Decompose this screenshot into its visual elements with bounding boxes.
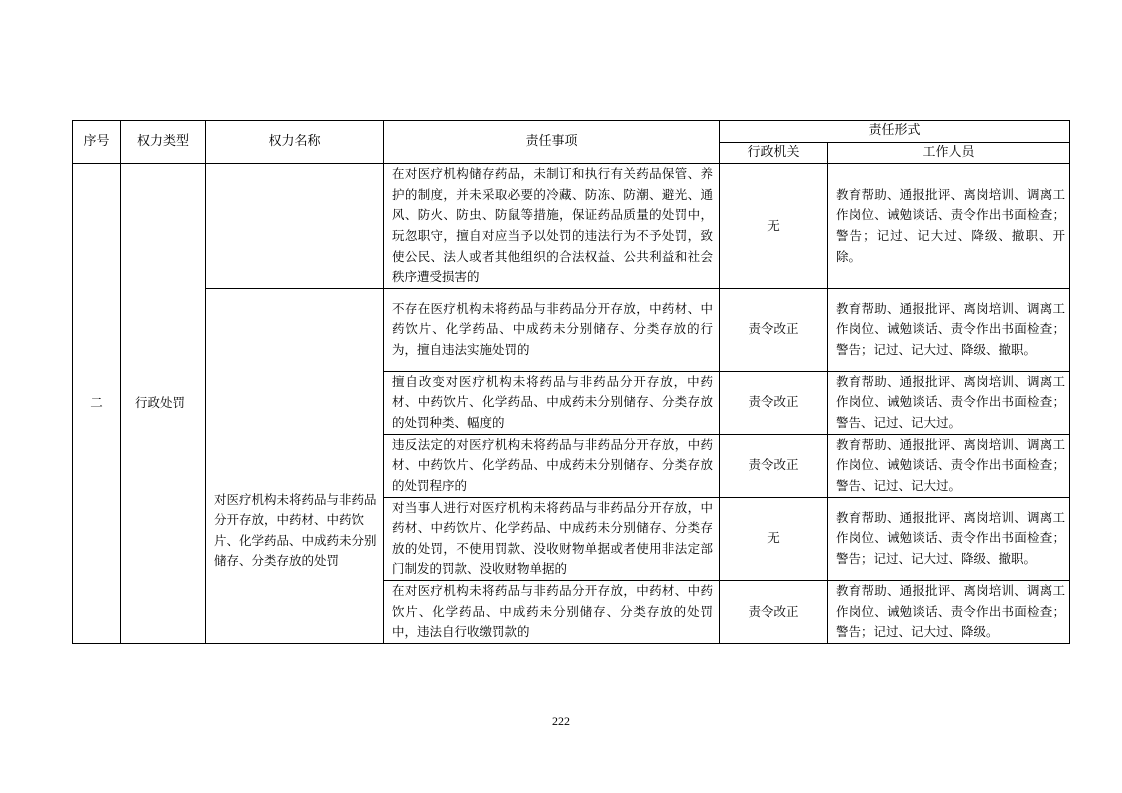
header-seq: 序号 — [73, 121, 121, 164]
power-name-text: 对医疗机构未将药品与非药品分开存放，中药材、中药饮片、化学药品、中成药未分别储存、分类存放的处罚 — [214, 491, 377, 569]
duty-cell: 擅自改变对医疗机构未将药品与非药品分开存放，中药材、中药饮片、化学药品、中成药未分别储存、分类存放的处罚种类、幅度的 — [384, 371, 720, 434]
duty-cell: 在对医疗机构未将药品与非药品分开存放，中药材、中药饮片、化学药品、中成药未分别储存、分类存放的处罚中，违法自行收缴罚款的 — [384, 580, 720, 643]
staff-cell: 教育帮助、通报批评、离岗培训、调离工作岗位、诫勉谈话、责令作出书面检查；警告、记过、记大过。 — [828, 434, 1070, 497]
staff-cell: 教育帮助、通报批评、离岗培训、调离工作岗位、诫勉谈话、责令作出书面检查；警告、记过、记大过。 — [828, 371, 1070, 434]
table-row — [73, 288, 1070, 371]
responsibility-table — [72, 120, 1070, 644]
power-name-cell — [206, 288, 384, 643]
header-row-1 — [73, 121, 1070, 143]
staff-cell: 教育帮助、通报批评、离岗培训、调离工作岗位、诫勉谈话、责令作出书面检查；警告；记过、记大过、降级。 — [828, 580, 1070, 643]
duty-cell: 对当事人进行对医疗机构未将药品与非药品分开存放，中药材、中药饮片、化学药品、中成药未分别储存、分类存放的处罚，不使用罚款、没收财物单据或者使用非法定部门制发的罚款、没收财物单据的 — [384, 497, 720, 580]
staff-cell: 教育帮助、通报批评、离岗培训、调离工作岗位、诫勉谈话、责令作出书面检查；警告；记过、记大过、降级、撤职。 — [828, 497, 1070, 580]
staff-cell: 教育帮助、通报批评、离岗培训、调离工作岗位、诫勉谈话、责令作出书面检查；警告；记过、记大过、降级、撤职。 — [828, 288, 1070, 371]
agency-cell: 无 — [720, 164, 828, 289]
seq-cell: 二 — [73, 164, 121, 644]
header-form: 责任形式 — [720, 121, 1070, 143]
agency-cell: 责令改正 — [720, 371, 828, 434]
header-agency: 行政机关 — [720, 142, 828, 164]
header-power-type: 权力类型 — [121, 121, 206, 164]
duty-cell: 违反法定的对医疗机构未将药品与非药品分开存放，中药材、中药饮片、化学药品、中成药未分别储存、分类存放的处罚程序的 — [384, 434, 720, 497]
power-name-empty-cell — [206, 164, 384, 289]
duty-cell: 不存在医疗机构未将药品与非药品分开存放，中药材、中药饮片、化学药品、中成药未分别储存、分类存放的行为，擅自违法实施处罚的 — [384, 288, 720, 371]
agency-cell: 无 — [720, 497, 828, 580]
agency-cell: 责令改正 — [720, 434, 828, 497]
staff-cell: 教育帮助、通报批评、离岗培训、调离工作岗位、诫勉谈话、责令作出书面检查；警告；记过、记大过、降级、撤职、开除。 — [828, 164, 1070, 289]
header-duty: 责任事项 — [384, 121, 720, 164]
duty-cell: 在对医疗机构储存药品，未制订和执行有关药品保管、养护的制度，并未采取必要的冷藏、防冻、防潮、避光、通风、防火、防虫、防鼠等措施，保证药品质量的处罚中，玩忽职守，擅自对应当予以处罚的违法行为不予处罚，致使公民、法人或者其他组织的合法权益、公共利益和社会秩序遭受损害的 — [384, 164, 720, 289]
header-staff: 工作人员 — [828, 142, 1070, 164]
page-number: 222 — [552, 714, 570, 728]
agency-cell: 责令改正 — [720, 580, 828, 643]
table-row — [73, 164, 1070, 289]
header-power-name: 权力名称 — [206, 121, 384, 164]
power-type-cell: 行政处罚 — [121, 164, 206, 644]
agency-cell: 责令改正 — [720, 288, 828, 371]
